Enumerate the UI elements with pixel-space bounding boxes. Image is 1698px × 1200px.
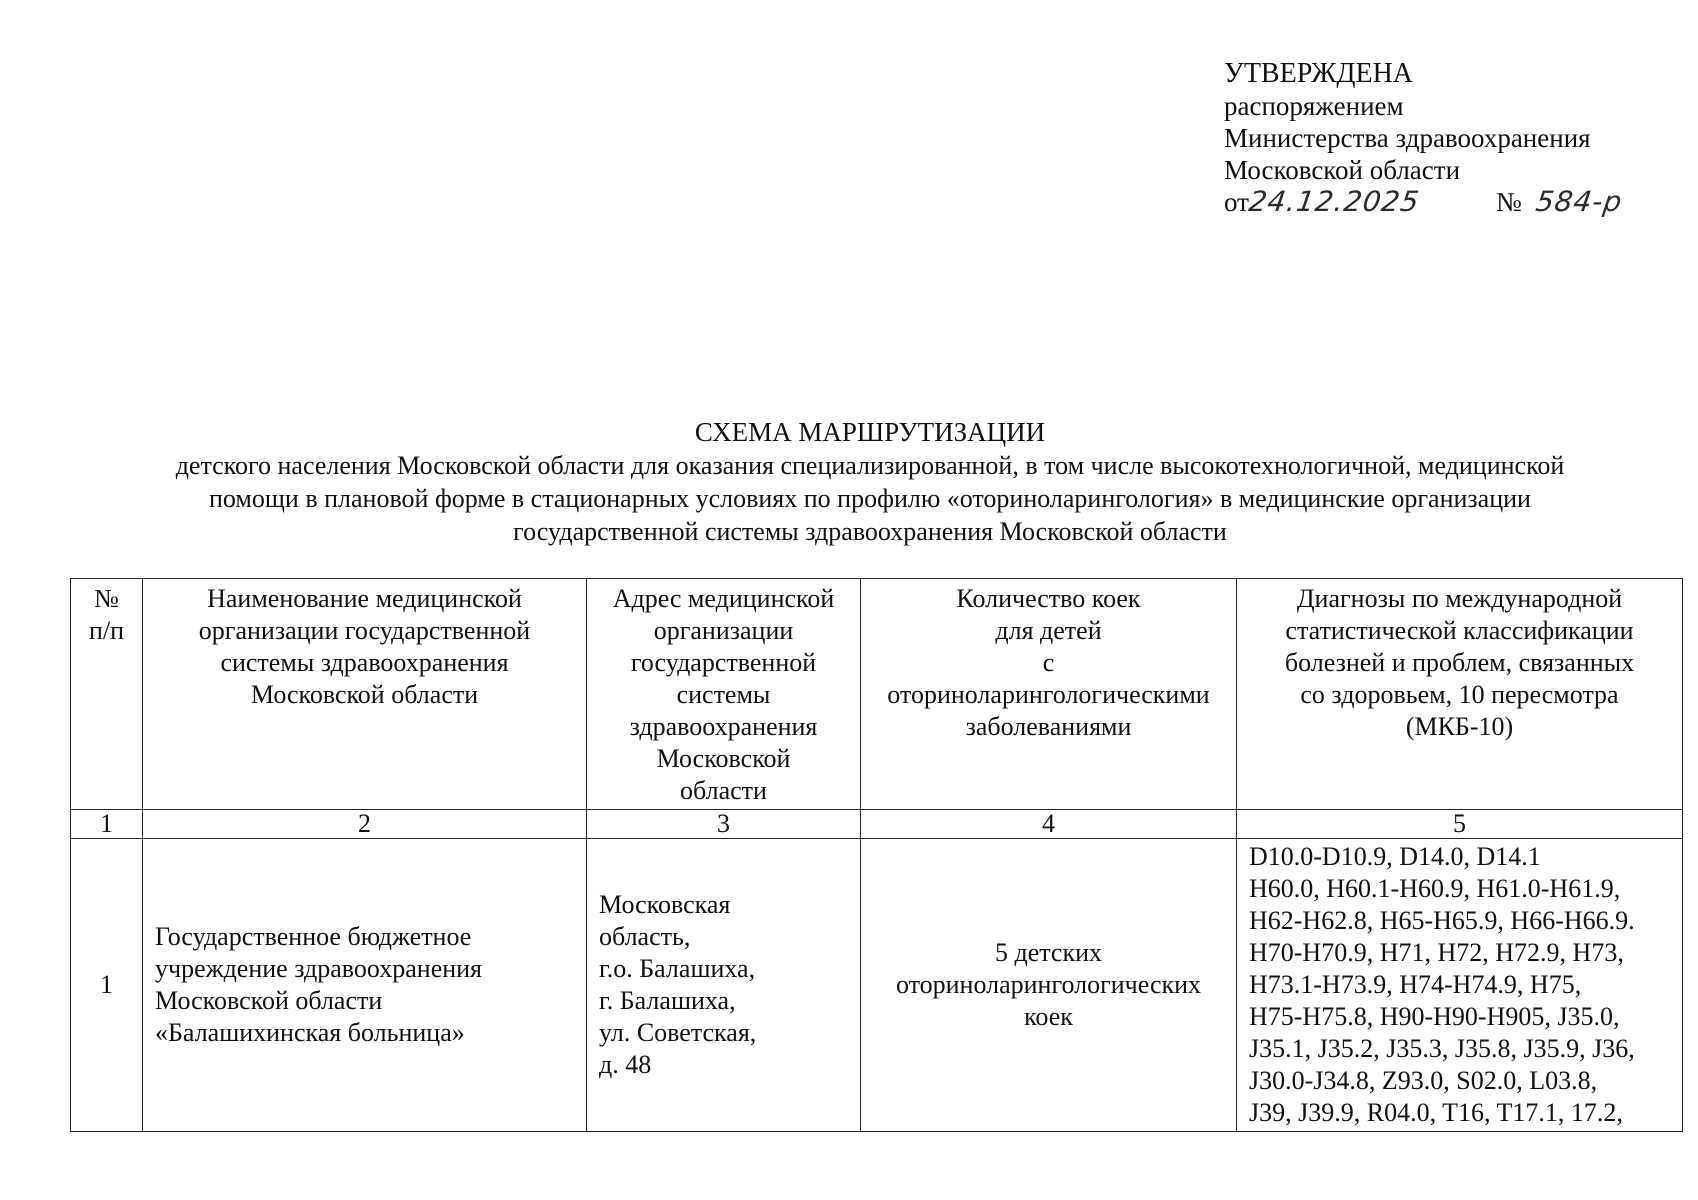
column-number-1: 1: [71, 810, 143, 839]
header-number: № п/п: [71, 579, 143, 810]
row-organization: Государственное бюджетное учреждение здравоохранения Московской области «Балашихинская больница»: [143, 839, 587, 1132]
approval-date-line: [1224, 185, 1625, 218]
approval-date-prefix: от: [1224, 187, 1249, 217]
header-beds: Количество коек для детей с оториноларингологическими заболеваниями: [861, 579, 1237, 810]
table-header-row: [71, 579, 1683, 810]
approval-line-2: Министерства здравоохранения: [1224, 123, 1591, 153]
approval-number-handwritten: 584-р: [1533, 185, 1625, 218]
table-column-numbers-row: [71, 810, 1683, 839]
header-address: Адрес медицинской организации государственной системы здравоохранения Московской области: [587, 579, 861, 810]
approval-stamp: [1224, 58, 1625, 218]
table-row: [71, 839, 1683, 1132]
row-number: 1: [71, 839, 143, 1132]
approval-line-1: распоряжением: [1224, 91, 1404, 121]
approval-line-3: Московской области: [1224, 155, 1461, 185]
header-organization: Наименование медицинской организации государственной системы здравоохранения Московской области: [143, 579, 587, 810]
column-number-2: 2: [143, 810, 587, 839]
document-title: СХЕМА МАРШРУТИЗАЦИИ: [694, 417, 1046, 447]
document-subtitle-line-1: детского населения Московской области для оказания специализированной, в том числе высокотехнологичной, медицинской: [175, 451, 1565, 480]
document-subtitle-line-3: государственной системы здравоохранения Московской области: [513, 517, 1227, 546]
approval-date-handwritten: 24.12.2025: [1246, 185, 1422, 218]
document-title-block: [70, 416, 1670, 548]
approval-heading: УТВЕРЖДЕНА: [1224, 58, 1414, 89]
column-number-4: 4: [861, 810, 1237, 839]
approval-number-sign: №: [1496, 187, 1522, 217]
header-diagnoses: Диагнозы по международной статистической классификации болезней и проблем, связанных со здоровьем, 10 пересмотра (МКБ-10): [1237, 579, 1683, 810]
document-subtitle-line-2: помощи в плановой форме в стационарных условиях по профилю «оториноларингология» в медицинские организации: [209, 484, 1531, 513]
row-beds: 5 детских оториноларингологических коек: [861, 839, 1237, 1132]
row-diagnoses: D10.0-D10.9, D14.0, D14.1 H60.0, H60.1-H60.9, H61.0-H61.9, H62-H62.8, H65-H65.9, H66-H66.9. H70-H70.9, H71, H72, H72.9, H73, H73.1-H73.9, H74-H74.9, H75, H75-H75.8, H90-H90-H905, J35.0, J35.1, J35.2, J35.3, J35.8, J35.9, J36, J30.0-J34.8, Z93.0, S02.0, L03.8, J39, J39.9, R04.0, T16, T17.1, 17.2,: [1237, 839, 1683, 1132]
column-number-5: 5: [1237, 810, 1683, 839]
row-address: Московская область, г.о. Балашиха, г. Балашиха, ул. Советская, д. 48: [587, 839, 861, 1132]
column-number-3: 3: [587, 810, 861, 839]
routing-table: [70, 578, 1683, 1132]
